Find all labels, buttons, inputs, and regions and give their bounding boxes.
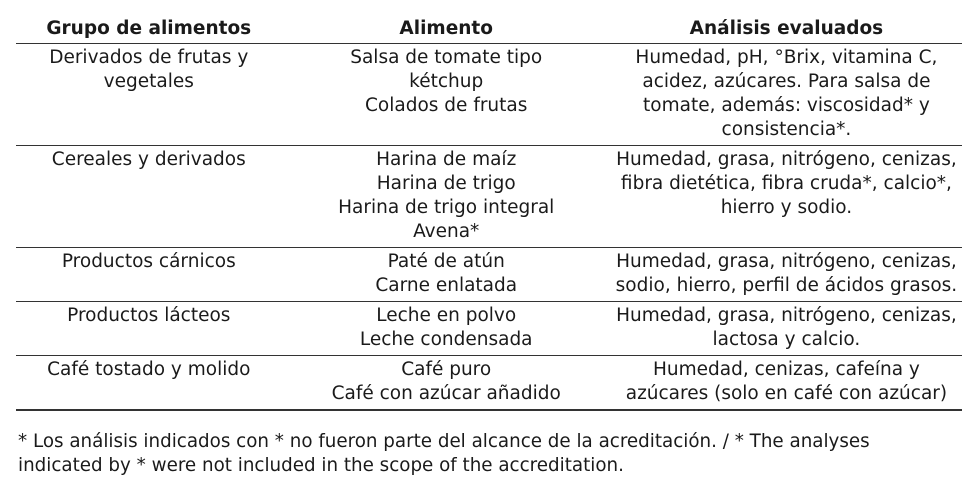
cell-analyses: Humedad, grasa, nitrógeno, cenizas, lactosa y calcio. (611, 302, 962, 356)
footnote: * Los análisis indicados con * no fueron parte del alcance de la acreditación. / * The analyses indicated by * were not included in the scope of the accreditation. (18, 431, 870, 476)
cell-analyses: Humedad, pH, °Brix, vitamina C, acidez, azúcares. Para salsa de tomate, además: viscosidad* y consistencia*. (611, 44, 962, 146)
cell-analyses: Humedad, grasa, nitrógeno, cenizas, sodio, hierro, perfil de ácidos grasos. (611, 248, 962, 302)
table-row (16, 146, 962, 248)
cell-food-group: Productos cárnicos (16, 248, 282, 302)
cell-food-group: Cereales y derivados (16, 146, 282, 248)
table-row (16, 248, 962, 302)
cell-foods: Café puro Café con azúcar añadido (282, 356, 611, 411)
header-food: Alimento (282, 14, 611, 44)
cell-food-group: Derivados de frutas y vegetales (16, 44, 282, 146)
table-header-row (16, 14, 962, 44)
header-food-group: Grupo de alimentos (16, 14, 282, 44)
table-row (16, 302, 962, 356)
table-row (16, 44, 962, 146)
cell-foods: Leche en polvo Leche condensada (282, 302, 611, 356)
cell-analyses: Humedad, cenizas, cafeína y azúcares (solo en café con azúcar) (611, 356, 962, 411)
accreditation-table (16, 14, 962, 411)
cell-analyses: Humedad, grasa, nitrógeno, cenizas, fibra dietética, fibra cruda*, calcio*, hierro y sodio. (611, 146, 962, 248)
header-analyses: Análisis evaluados (611, 14, 962, 44)
cell-food-group: Productos lácteos (16, 302, 282, 356)
cell-foods: Paté de atún Carne enlatada (282, 248, 611, 302)
table-row (16, 356, 962, 411)
cell-foods: Salsa de tomate tipo kétchup Colados de frutas (282, 44, 611, 146)
cell-food-group: Café tostado y molido (16, 356, 282, 411)
cell-foods: Harina de maíz Harina de trigo Harina de trigo integral Avena* (282, 146, 611, 248)
